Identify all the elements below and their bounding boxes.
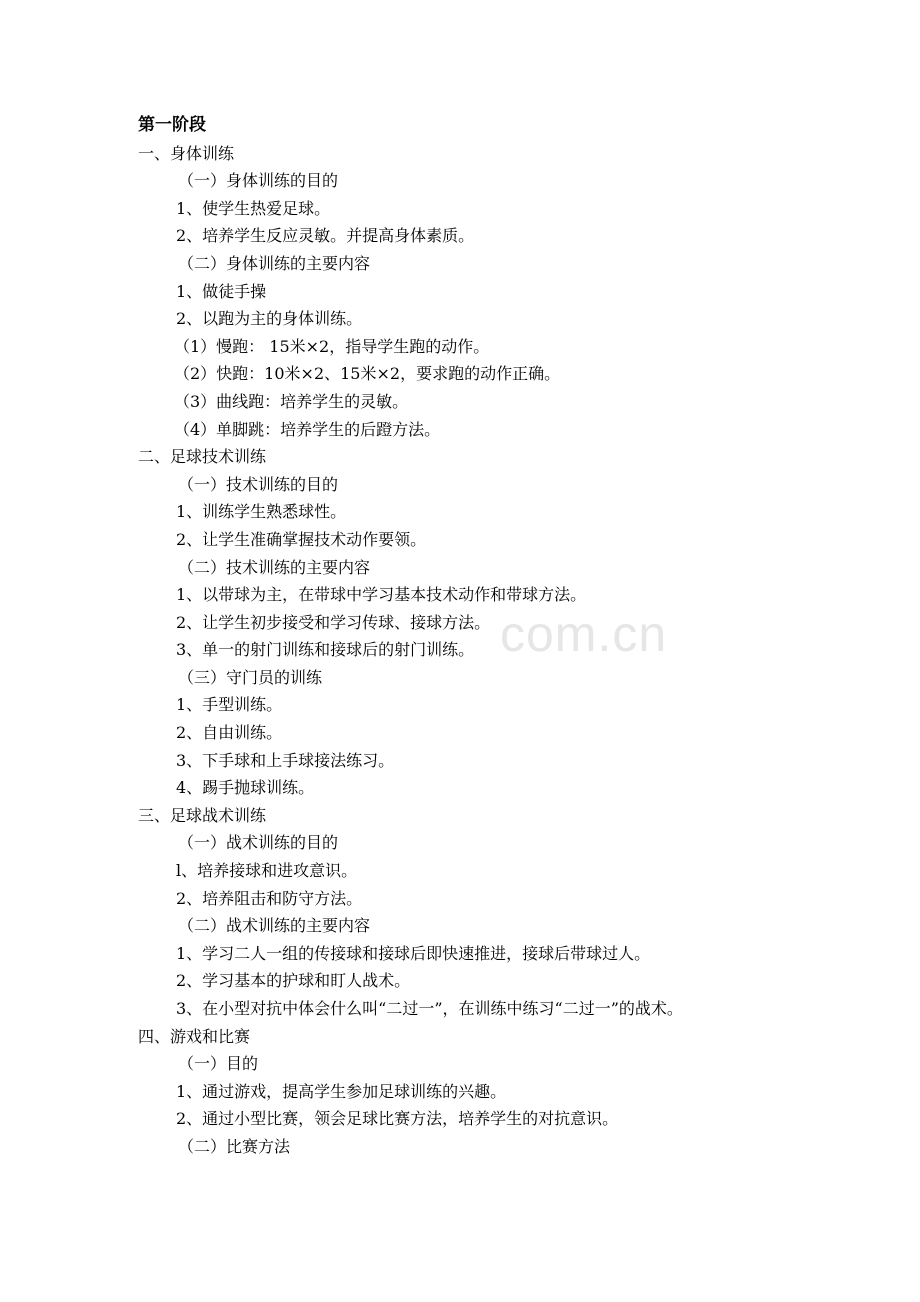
document-lines: [138, 140, 838, 1161]
section-heading: 四、游戏和比赛: [138, 1026, 251, 1046]
subsection-heading: （二）比赛方法: [178, 1136, 291, 1156]
subsection-heading: （二）身体训练的主要内容: [178, 253, 371, 273]
list-item: 2、自由训练。: [176, 723, 283, 743]
sub-list-item: （1）慢跑： 15米×2，指导学生跑的动作。: [174, 336, 490, 356]
watermark: com.cn: [500, 606, 668, 662]
list-item: 4、踢手抛球训练。: [176, 778, 315, 798]
list-item: 1、学习二人一组的传接球和接球后即快速推进，接球后带球过人。: [176, 943, 651, 963]
subsection-heading: （三）守门员的训练: [178, 667, 323, 687]
section-heading: 二、足球技术训练: [138, 447, 267, 467]
list-item: 2、让学生初步接受和学习传球、接球方法。: [176, 612, 491, 632]
list-item: 2、培养阻击和防守方法。: [176, 888, 363, 908]
sub-list-item: （3）曲线跑：培养学生的灵敏。: [174, 391, 409, 411]
list-item: l、培养接球和进攻意识。: [176, 861, 358, 881]
subsection-heading: （二）战术训练的主要内容: [178, 916, 371, 936]
list-item: 1、训练学生熟悉球性。: [176, 502, 347, 522]
list-item: 2、以跑为主的身体训练。: [176, 309, 363, 329]
list-item: 2、通过小型比赛，领会足球比赛方法，培养学生的对抗意识。: [176, 1109, 619, 1129]
list-item: 3、下手球和上手球接法练习。: [176, 750, 395, 770]
list-item: 1、使学生热爱足球。: [176, 198, 331, 218]
subsection-heading: （一）身体训练的目的: [178, 171, 339, 191]
sub-list-item: （2）快跑：10米×2、15米×2，要求跑的动作正确。: [174, 364, 561, 384]
list-item: 2、让学生准确掌握技术动作要领。: [176, 529, 427, 549]
document-body: [138, 112, 838, 1161]
subsection-heading: （一）技术训练的目的: [178, 474, 339, 494]
list-item: 2、学习基本的护球和盯人战术。: [176, 971, 411, 991]
subsection-heading: （一）目的: [178, 1054, 259, 1074]
list-item: 2、培养学生反应灵敏。并提高身体素质。: [176, 226, 475, 246]
subsection-heading: （一）战术训练的目的: [178, 833, 339, 853]
list-item: 1、通过游戏，提高学生参加足球训练的兴趣。: [176, 1081, 507, 1101]
section-heading: 一、身体训练: [138, 143, 235, 163]
list-item: 3、在小型对抗中体会什么叫“二过一”，在训练中练习“二过一”的战术。: [176, 999, 683, 1018]
list-item: 1、手型训练。: [176, 695, 283, 715]
list-item: 1、以带球为主，在带球中学习基本技术动作和带球方法。: [176, 585, 587, 605]
list-item: 3、单一的射门训练和接球后的射门训练。: [176, 640, 475, 660]
document-title: 第一阶段: [138, 115, 206, 135]
section-heading: 三、足球战术训练: [138, 805, 267, 825]
sub-list-item: （4）单脚跳：培养学生的后蹬方法。: [174, 419, 441, 439]
list-item: 1、做徒手操: [176, 281, 267, 301]
subsection-heading: （二）技术训练的主要内容: [178, 557, 371, 577]
